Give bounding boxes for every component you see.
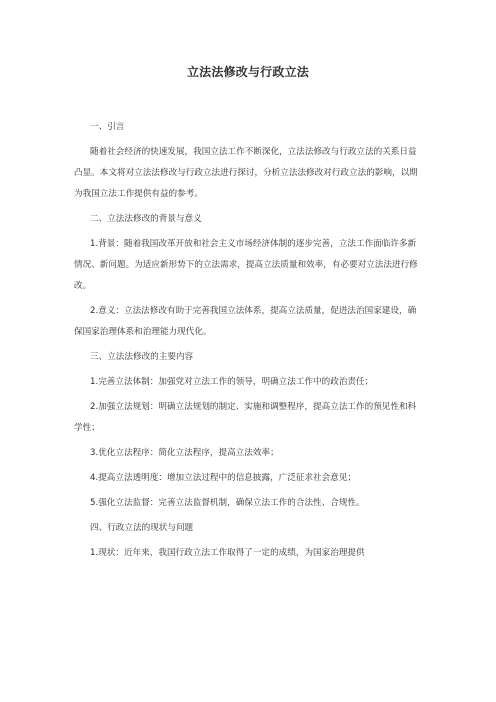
section-heading-status: 四、行政立法的现状与问题 [90, 523, 194, 533]
paragraph-content-1: 1.完善立法体制：加强党对立法工作的领导，明确立法工作中的政治责任； [90, 377, 374, 387]
paragraph-intro: 随着社会经济的快速发展，我国立法工作不断深化，立法法修改与行政立法的关系日益凸显。本文将对立法法修改与行政立法进行探讨，分析立法法修改对行政立法的影响，以期为我国立法工作提供有益的参考。 [74, 147, 418, 199]
document-title: 立法法修改与行政立法 [186, 65, 309, 79]
section-heading-content: 三、立法法修改的主要内容 [90, 352, 194, 362]
paragraph-content-2: 2.加强立法规划：明确立法规划的制定、实施和调整程序，提高立法工作的预见性和科学性； [74, 402, 417, 433]
document-body [74, 117, 424, 564]
section-heading-background: 二、立法法修改的背景与意义 [90, 214, 202, 224]
paragraph-content-5: 5.强化立法监督：完善立法监督机制，确保立法工作的合法性、合规性。 [90, 498, 365, 508]
paragraph-background-2: 2.意义：立法法修改有助于完善我国立法体系，提高立法质量，促进法治国家建设，确保国家治理体系和治理能力现代化。 [74, 306, 417, 337]
paragraph-content-4: 4.提高立法透明度：增加立法过程中的信息披露，广泛征求社会意见； [90, 473, 357, 483]
paragraph-content-3: 3.优化立法程序：简化立法程序，提高立法效率； [90, 448, 279, 458]
section-heading-intro: 一、引言 [90, 122, 125, 132]
paragraph-background-1: 1.背景：随着我国改革开放和社会主义市场经济体制的逐步完善，立法工作面临许多新情况、新问题。为适应新形势下的立法需求，提高立法质量和效率，有必要对立法法进行修改。 [74, 239, 418, 291]
paragraph-status-1: 1.现状：近年来，我国行政立法工作取得了一定的成绩，为国家治理提供 [90, 548, 365, 558]
